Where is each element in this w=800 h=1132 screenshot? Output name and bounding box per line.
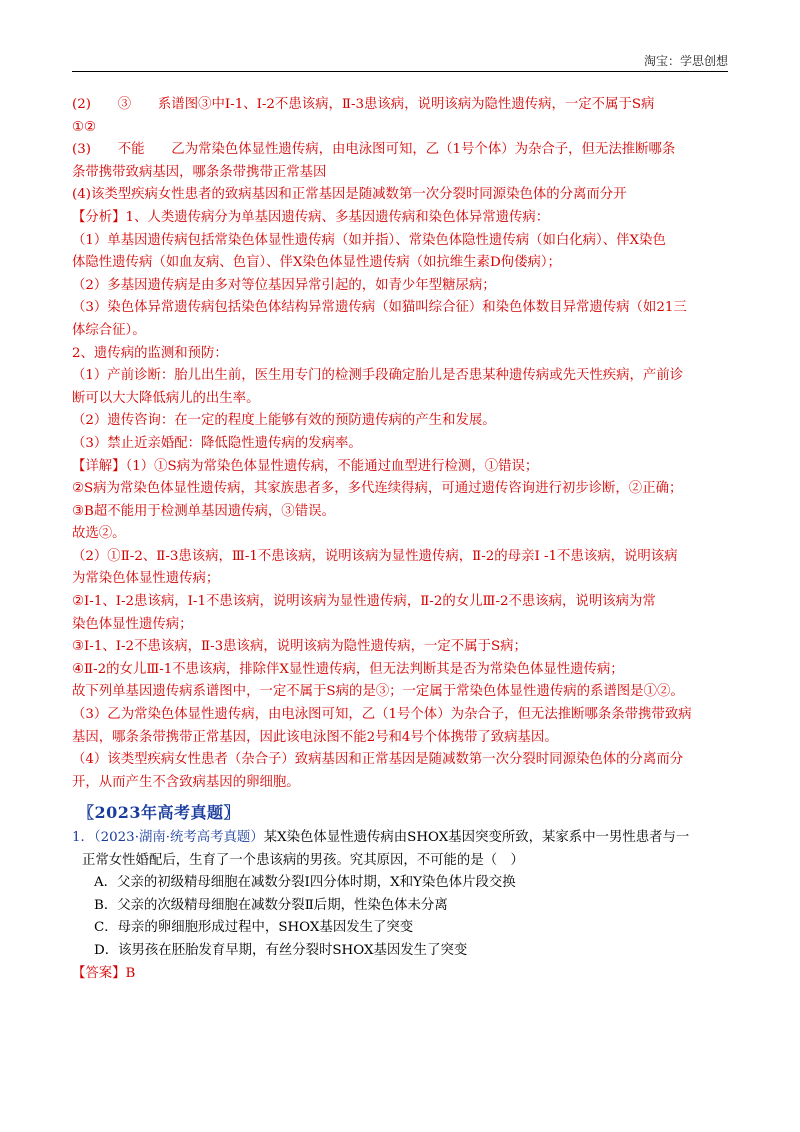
analysis-line: 体综合征）。: [72, 322, 146, 338]
detail-line: （3）乙为常染色体显性遗传病，由电泳图可知，乙（1号个体）为杂合子，但无法推断哪条条带携带致病: [72, 707, 692, 723]
detail-line: （4）该类型疾病女性患者（杂合子）致病基因和正常基因是随减数第一次分裂时同源染色体的分离而分: [72, 752, 684, 768]
option-a: A．父亲的初级精母细胞在减数分裂Ⅰ四分体时期，X和Y染色体片段交换: [94, 875, 516, 891]
detail-line: 【详解】（1）①S病为常染色体显性遗传病，不能通过血型进行检测，①错误；: [72, 458, 539, 474]
section-title: 〖2023年高考真题〗: [78, 803, 241, 822]
answer-line: 条带携带致病基因，哪条条带携带正常基因: [72, 164, 327, 180]
detail-line: （2）①Ⅱ-2、Ⅱ-3患该病，Ⅲ-1不患该病，说明该病为显性遗传病，Ⅱ-2的母亲Ⅰ -1不患该病，说明该病: [72, 548, 678, 564]
page-header: [72, 52, 728, 72]
detail-line: 开，从而产生不含致病基因的卵细胞。: [72, 774, 300, 790]
analysis-line: （2）遗传咨询：在一定的程度上能够有效的预防遗传病的产生和发展。: [72, 413, 496, 429]
answer-line: ①②: [72, 119, 97, 135]
analysis-line: （3）禁止近亲婚配：降低隐性遗传病的发病率。: [72, 435, 362, 451]
option-c: C．母亲的卵细胞形成过程中，SHOX基因发生了突变: [94, 920, 414, 936]
option-b: B．父亲的次级精母细胞在减数分裂Ⅱ后期，性染色体未分离: [94, 897, 448, 913]
detail-line: ②Ⅰ-1、Ⅰ-2患该病，Ⅰ-1不患该病，说明该病为显性遗传病，Ⅱ-2的女儿Ⅲ-2不患该病，说明该病为常: [72, 594, 656, 610]
analysis-line: （3）染色体异常遗传病包括染色体结构异常遗传病（如猫叫综合征）和染色体数目异常遗传病（如21三: [72, 300, 687, 316]
detail-line: ④Ⅱ-2的女儿Ⅲ-1不患该病，排除伴X显性遗传病，但无法判断其是否为常染色体显性遗传病；: [72, 661, 624, 677]
question-number: 1．: [72, 830, 94, 845]
analysis-block: [72, 94, 728, 794]
detail-line: ②S病为常染色体显性遗传病，其家族患者多，多代连续得病，可通过遗传咨询进行初步诊断，②正确；: [72, 481, 683, 497]
option-d: D．该男孩在胚胎发育早期，有丝分裂时SHOX基因发生了突变: [94, 942, 468, 958]
analysis-line: 2、遗传病的监测和预防：: [72, 345, 228, 361]
detail-line: 基因，哪条条带携带正常基因，因此该电泳图不能2号和4号个体携带了致病基因。: [72, 729, 558, 745]
analysis-line: 【分析】1、人类遗传病分为单基因遗传病、多基因遗传病和染色体异常遗传病：: [72, 209, 550, 225]
analysis-line: 体隐性遗传病（如血友病、色盲）、伴X染色体显性遗传病（如抗维生素D佝偻病）；: [72, 255, 561, 271]
header-rule: [72, 71, 728, 72]
question-block: [72, 827, 728, 985]
detail-line: 故下列单基因遗传病系谱图中，一定不属于S病的是③；一定属于常染色体显性遗传病的系谱图是①②。: [72, 684, 684, 700]
question-stem-line1: 某X染色体显性遗传病由SHOX基因突变所致，某家系中一男性患者与一: [263, 830, 690, 845]
detail-line: 染色体显性遗传病；: [72, 616, 193, 632]
answer-line: (2) ③ 系谱图③中Ⅰ-1、Ⅰ-2不患该病，Ⅱ-3患该病，说明该病为隐性遗传病，一定不属于S病: [72, 97, 655, 112]
header-text: 淘宝：学思创想: [643, 54, 728, 68]
answer-line: (3) 不能 乙为常染色体显性遗传病，由电泳图可知，乙（1号个体）为杂合子，但无法推断哪条: [72, 142, 676, 158]
question-stem: [72, 827, 728, 850]
analysis-line: （1）单基因遗传病包括常染色体显性遗传病（如并指）、常染色体隐性遗传病（如白化病）、伴X染色: [72, 232, 666, 248]
analysis-line: （1）产前诊断：胎儿出生前，医生用专门的检测手段确定胎儿是否患某种遗传病或先天性疾病，产前诊: [72, 368, 684, 384]
detail-line: 故选②。: [72, 526, 126, 542]
answer-text: 【答案】B: [72, 965, 136, 981]
question-source: （2023·湖南·统考高考真题）: [93, 830, 264, 845]
analysis-line: 断可以大大降低病儿的出生率。: [72, 390, 260, 406]
detail-line: ③Ⅰ-1、Ⅰ-2不患该病，Ⅱ-3患该病，说明该病为隐性遗传病，一定不属于S病；: [72, 639, 527, 655]
detail-line: 为常染色体显性遗传病；: [72, 571, 220, 587]
analysis-line: （2）多基因遗传病是由多对等位基因异常引起的，如青少年型糖尿病；: [72, 277, 496, 293]
question-stem-line2: 正常女性婚配后，生育了一个患该病的男孩。究其原因，不可能的是（ ）: [82, 852, 524, 868]
answer-line: (4)该类型疾病女性患者的致病基因和正常基因是随减数第一次分裂时同源染色体的分离而分开: [72, 187, 627, 203]
detail-line: ③B超不能用于检测单基因遗传病，③错误。: [72, 503, 335, 519]
